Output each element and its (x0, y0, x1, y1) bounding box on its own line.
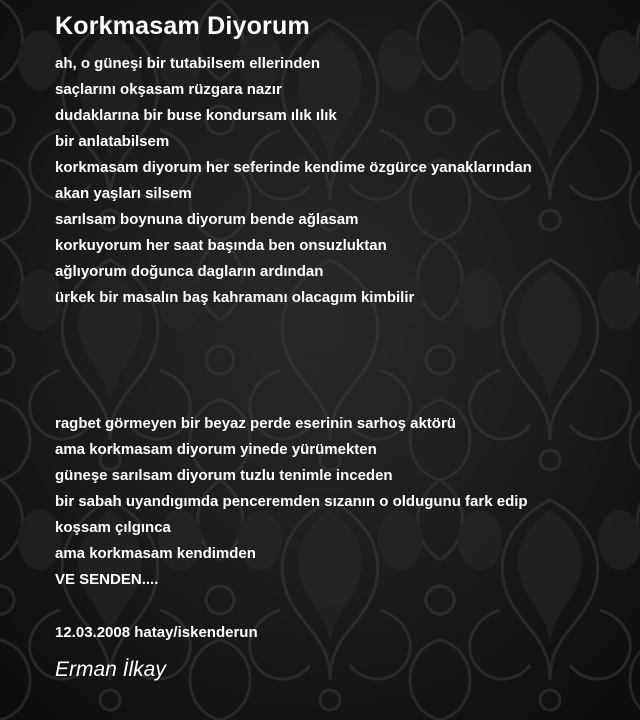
poem-line: ragbet görmeyen bir beyaz perde eserinin sarhoş aktörü (55, 415, 456, 432)
poem-line: bir anlatabilsem (55, 133, 170, 150)
poem-title: Korkmasam Diyorum (55, 12, 310, 40)
poem-line: akan yaşları silsem (55, 185, 192, 202)
poem-line: saçlarını okşasam rüzgara nazır (55, 81, 282, 98)
poem-line: ama korkmasam kendimden (55, 545, 256, 562)
poem-date-place: 12.03.2008 hatay/iskenderun (55, 624, 258, 641)
poem-author[interactable]: Erman İlkay (55, 658, 166, 681)
poem-line: dudaklarına bir buse kondursam ılık ılık (55, 107, 337, 124)
poem-line: sarılsam boynuna diyorum bende ağlasam (55, 211, 359, 228)
poem-line: ağlıyorum doğunca dagların ardından (55, 263, 324, 280)
poem-line: koşsam çılgınca (55, 519, 171, 536)
poem-line: korkmasam diyorum her seferinde kendime özgürce yanaklarından (55, 159, 532, 176)
poem-line: güneşe sarılsam diyorum tuzlu tenimle inceden (55, 467, 393, 484)
poem-line: ürkek bir masalın baş kahramanı olacagım kimbilir (55, 289, 415, 306)
stanza-2 (55, 411, 528, 593)
poem-line: bir sabah uyandıgımda penceremden sızanın o oldugunu fark edip (55, 493, 528, 510)
poem-line: korkuyorum her saat başında ben onsuzluktan (55, 237, 387, 254)
poem-line: ah, o güneşi bir tutabilsem ellerinden (55, 55, 321, 72)
poem-line: VE SENDEN.... (55, 571, 159, 588)
poem-line: ama korkmasam diyorum yinede yürümekten (55, 441, 377, 458)
stanza-1 (55, 51, 532, 311)
